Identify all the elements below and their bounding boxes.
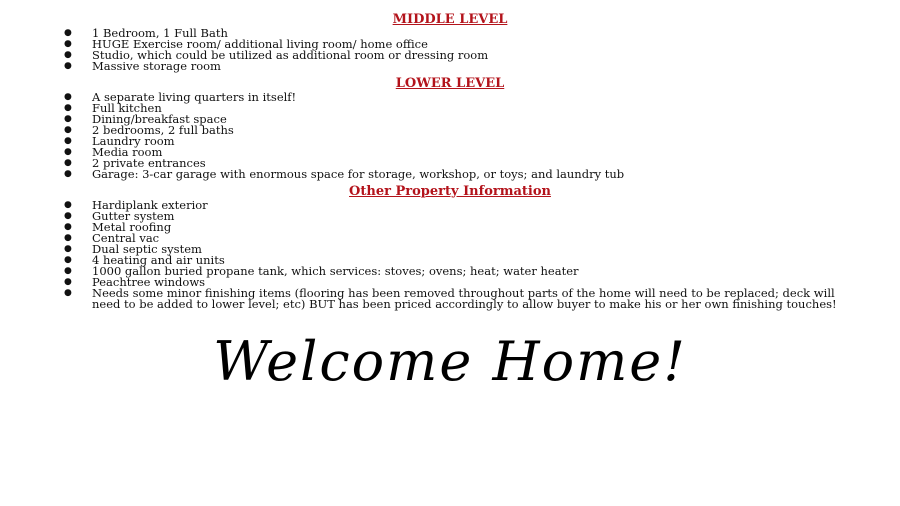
list-item-text: Media room [92,145,163,159]
bullet-icon: ● [64,255,72,265]
bullet-icon: ● [64,233,72,243]
middle-level-list [0,28,900,72]
list-item-text: Metal roofing [92,220,172,234]
bullet-icon: ● [64,136,72,146]
bullet-icon: ● [64,28,72,38]
list-item-text: Studio, which could be utilized as additional room or dressing room [92,48,489,62]
bullet-icon: ● [64,92,72,102]
list-item-text: Hardiplank exterior [92,198,208,212]
bullet-icon: ● [64,125,72,135]
other-info-heading: Other Property Information [349,184,551,199]
bullet-icon: ● [64,39,72,49]
bullet-icon: ● [64,50,72,60]
list-item-text: Massive storage room [92,59,221,73]
welcome-home-signature [0,322,900,402]
list-item-text: Gutter system [92,209,175,223]
list-item [0,169,900,180]
list-item [0,288,852,310]
middle-level-heading: MIDDLE LEVEL [392,12,508,27]
list-item-text: Dual septic system [92,242,202,256]
list-item-text: Full kitchen [92,101,162,115]
bullet-icon: ● [64,277,72,287]
bullet-icon: ● [64,147,72,157]
list-item-text: Central vac [92,231,160,245]
bullet-icon: ● [64,158,72,168]
signature-text: Welcome Home! [213,330,687,393]
lower-level-heading: LOWER LEVEL [395,76,505,91]
bullet-icon: ● [64,211,72,221]
list-item-text: Needs some minor finishing items (flooring has been removed throughout parts of the home will need to be replaced; deck will need to be added to lower level; etc) BUT has been priced accordingly to allow buyer to make his or her own finishing touches! [92,286,837,311]
listing-document [0,12,900,310]
list-item-text: Laundry room [92,134,175,148]
bullet-icon: ● [64,266,72,276]
list-item-text: 2 bedrooms, 2 full baths [92,123,234,137]
bullet-icon: ● [64,200,72,210]
list-item-text: Peachtree windows [92,275,206,289]
bullet-icon: ● [64,114,72,124]
list-item-text: 1000 gallon buried propane tank, which services: stoves; ovens; heat; water heater [92,264,579,278]
list-item-text: 1 Bedroom, 1 Full Bath [92,26,228,40]
lower-level-list [0,92,900,180]
list-item-text: A separate living quarters in itself! [92,90,297,104]
list-item-text: 2 private entrances [92,156,206,170]
bullet-icon: ● [64,244,72,254]
list-item-text: HUGE Exercise room/ additional living room/ home office [92,37,428,51]
list-item-text: Dining/breakfast space [92,112,227,126]
list-item-text: 4 heating and air units [92,253,225,267]
bullet-icon: ● [64,169,72,179]
bullet-icon: ● [64,103,72,113]
signature-graphic [170,322,730,402]
bullet-icon: ● [64,288,72,298]
list-item [0,61,900,72]
list-item-text: Garage: 3-car garage with enormous space for storage, workshop, or toys; and laundry tub [92,167,625,181]
other-info-list [0,200,900,310]
bullet-icon: ● [64,222,72,232]
bullet-icon: ● [64,61,72,71]
